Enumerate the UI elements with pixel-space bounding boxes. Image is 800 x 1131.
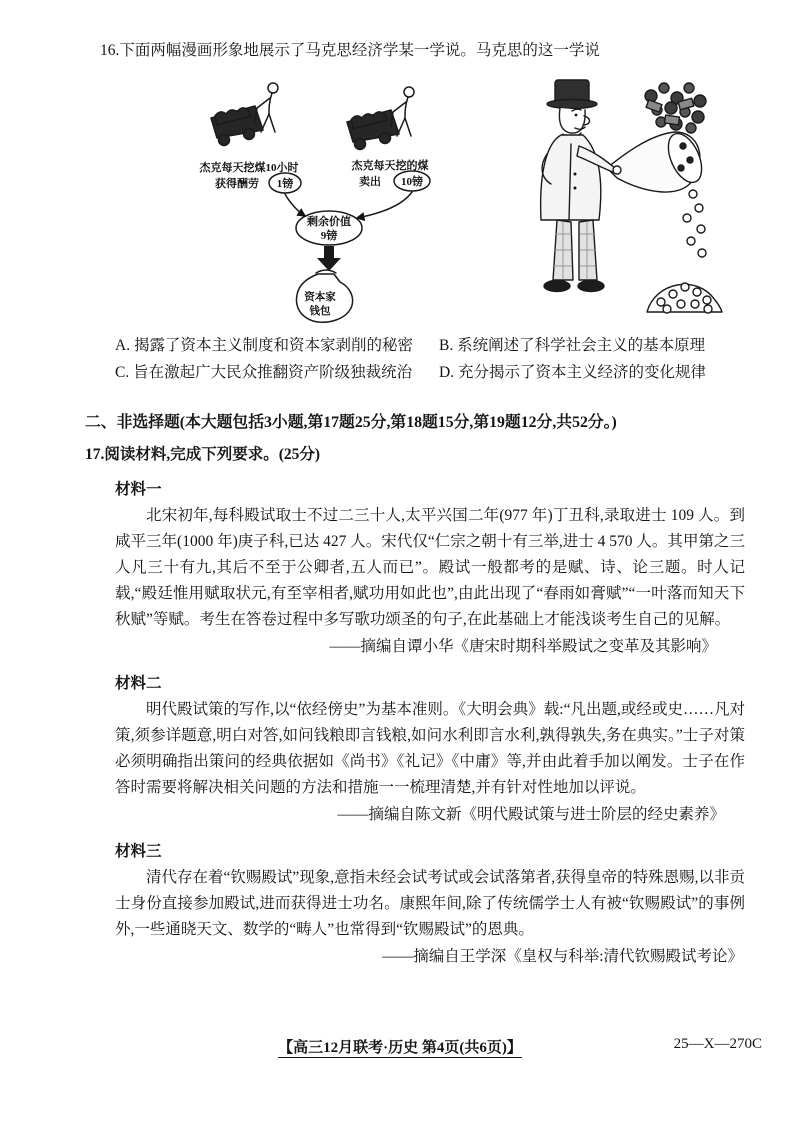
footer-page-info: 【高三12月联考·历史 第4页(共6页)】 xyxy=(278,1040,522,1056)
question-16-stem: 16.下面两幅漫画形象地展示了马克思经济学某一学说。马克思的这一学说 xyxy=(100,42,600,59)
falling-coins xyxy=(683,190,706,257)
material-1-source: ——摘编自谭小华《唐宋时期科举殿试之变革及其影响》 xyxy=(329,638,717,655)
material-1-text: 北宋初年,每科殿试取士不过二三十人,太平兴国二年(977 年)丁丑科,录取进士 109 人。到咸平三年(1000 年)庚子科,已达 427 人。宋代仅“仁宗之朝十有三举,进士 4 570 人。其甲第之三人凡三十有九,其后不至于公卿者,五人而已”。殿试一般都考的是赋、诗、论三题。时人记载,“殿廷惟用赋取状元,有至宰相者,赋功用如此也”,由此出现了“春雨如膏赋”“一叶落而知天下秋赋”等赋。考生在答卷过程中多写歌功颂圣的句子,在此基础上才能浅谈考生自己的见解。 xyxy=(115,507,745,628)
money-bouquet xyxy=(645,83,706,133)
material-3-title: 材料三 xyxy=(115,843,162,860)
option-a: A. 揭露了资本主义制度和资本家剥削的秘密 xyxy=(115,337,413,354)
material-2-title: 材料二 xyxy=(115,675,162,692)
material-3-source: ——摘编自王学深《皇权与科举:清代钦赐殿试考论》 xyxy=(382,948,743,965)
option-row-ab xyxy=(115,332,740,359)
figure-bag-line2: 钱包 xyxy=(309,306,331,317)
material-3-text: 清代存在着“钦赐殿试”现象,意指未经会试考试或会试落第者,获得皇帝的特殊恩赐,以非贡士身份直接参加殿试,进而获得进士功名。康熙年间,除了传统儒学士人有被“钦赐殿试”的事例外,一些通晓天文、数学的“畴人”也常得到“钦赐殿试”的恩典。 xyxy=(115,869,745,938)
figure-label-miner1-line2: 获得酬劳 xyxy=(215,178,259,190)
figure-bag-line1: 资本家 xyxy=(304,292,336,303)
shoe xyxy=(544,281,570,292)
miner-cartoon-2 xyxy=(347,87,414,150)
option-d: D. 充分揭示了资本主义经济的变化规律 xyxy=(439,364,706,381)
capitalist-cartoon xyxy=(501,74,731,324)
question-17-stem: 17.阅读材料,完成下列要求。(25分) xyxy=(85,446,321,463)
arrow-10-to-surplus xyxy=(357,192,412,218)
material-3 xyxy=(85,839,745,970)
footer-paper-code: 25—X—270C xyxy=(673,1036,762,1052)
surplus-value-diagram xyxy=(193,74,473,324)
question-16-figure xyxy=(193,74,740,324)
material-2-text: 明代殿试策的写作,以“依经傍史”为基本准则。《大明会典》载:“凡出题,或经或史……凡对策,须参详题意,明白对答,如问钱粮即言钱粮,如问水利即言水利,孰得孰失,务在典实。”士子对策必须明确指出策问的经典依据如《尚书》《礼记》《中庸》等,并由此着手加以阐发。士子在作答时需要将解决相关问题的方法和措施一一梳理清楚,并有针对性地加以评说。 xyxy=(115,701,745,796)
shoe xyxy=(578,281,604,292)
figure-label-miner2-line1: 杰克每天挖的煤 xyxy=(351,160,429,172)
miner-cartoon-1 xyxy=(211,83,278,146)
section-2-header: 二、非选择题(本大题包括3小题,第17题25分,第18题15分,第19题12分,共52分。) xyxy=(85,414,617,431)
option-b: B. 系统阐述了科学社会主义的基本原理 xyxy=(439,337,706,354)
option-c: C. 旨在激起广大民众推翻资产阶级独裁统治 xyxy=(115,364,413,381)
page-footer xyxy=(0,1036,800,1066)
material-2-source: ——摘编自陈文新《明代殿试策与进士阶层的经史素养》 xyxy=(337,806,725,823)
capitalist-figure xyxy=(541,80,621,292)
figure-value-10-pound: 10镑 xyxy=(401,176,423,188)
arrow-to-bag xyxy=(317,246,341,271)
coin-pile xyxy=(647,283,722,313)
figure-surplus-line1: 剩余价值 xyxy=(307,216,351,228)
figure-surplus-line2: 9镑 xyxy=(320,230,338,242)
figure-label-miner2-line2: 卖出 xyxy=(359,176,381,188)
material-1 xyxy=(85,477,745,660)
material-2 xyxy=(85,671,745,828)
material-1-title: 材料一 xyxy=(115,481,162,498)
question-16-options xyxy=(85,332,740,386)
figure-value-1-pound: 1镑 xyxy=(276,178,294,190)
figure-label-miner1-line1: 杰克每天挖煤10小时 xyxy=(199,162,299,174)
arrow-1-to-surplus xyxy=(285,194,305,216)
option-row-cd xyxy=(115,359,740,386)
money-bag-tie xyxy=(316,270,336,273)
